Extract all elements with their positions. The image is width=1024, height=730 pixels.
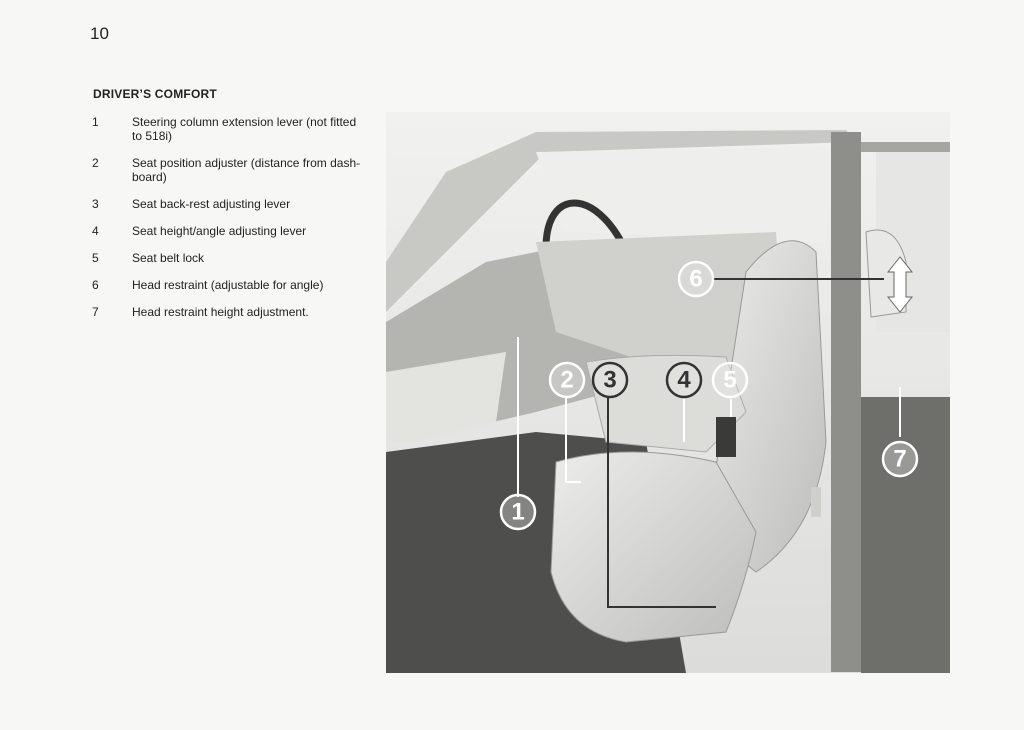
legend-text: Seat back-rest adjusting lever: [132, 197, 291, 211]
legend-list: [92, 115, 367, 332]
car-interior-photo: [386, 112, 950, 673]
page-number: 10: [90, 24, 109, 43]
legend-number: 2: [92, 156, 99, 170]
legend-text: Head restraint height adjustment.: [132, 305, 309, 319]
callout-4: [667, 363, 701, 397]
legend-text: Seat belt lock: [132, 251, 205, 265]
legend-item: [92, 305, 367, 319]
legend-number: 3: [92, 197, 99, 211]
callout-2: [550, 363, 584, 397]
callout-3: [593, 363, 627, 397]
b-pillar: [831, 132, 861, 672]
callout-1-label: 1: [511, 498, 525, 526]
legend-number: 6: [92, 278, 99, 292]
car-interior-illustration: [386, 112, 950, 673]
callout-3-label: 3: [603, 366, 617, 394]
door-handle: [811, 487, 821, 517]
callout-6: [679, 262, 713, 296]
callout-4-label: 4: [677, 366, 691, 394]
legend-text: Seat position adjuster (distance from dash-board): [132, 156, 361, 184]
legend-item: [92, 224, 367, 238]
callout-7: [883, 442, 917, 476]
legend-number: 7: [92, 305, 99, 319]
legend-item: [92, 251, 367, 265]
callout-2-label: 2: [560, 366, 574, 394]
rear-window-frame: [861, 142, 950, 152]
legend-item: [92, 278, 367, 292]
legend-item: [92, 115, 367, 143]
callout-7-label: 7: [893, 445, 907, 473]
callout-5: [713, 363, 747, 397]
callout-5-label: 5: [723, 366, 737, 394]
rear-door-panel: [861, 397, 950, 673]
legend-item: [92, 156, 367, 184]
windshield: [536, 147, 831, 242]
section-title: DRIVER’S COMFORT: [93, 87, 217, 101]
legend-text: Head restraint (adjustable for angle): [132, 278, 324, 292]
legend-text: Steering column extension lever (not fitted to 518i): [132, 115, 357, 143]
callout-6-label: 6: [689, 265, 703, 293]
legend-item: [92, 197, 367, 211]
seat-cushion: [551, 452, 756, 642]
legend-number: 1: [92, 115, 99, 129]
seat-belt-buckle: [716, 417, 736, 457]
legend-text: Seat height/angle adjusting lever: [132, 224, 307, 238]
legend-number: 4: [92, 224, 99, 238]
callout-1: [501, 495, 535, 529]
legend-number: 5: [92, 251, 99, 265]
